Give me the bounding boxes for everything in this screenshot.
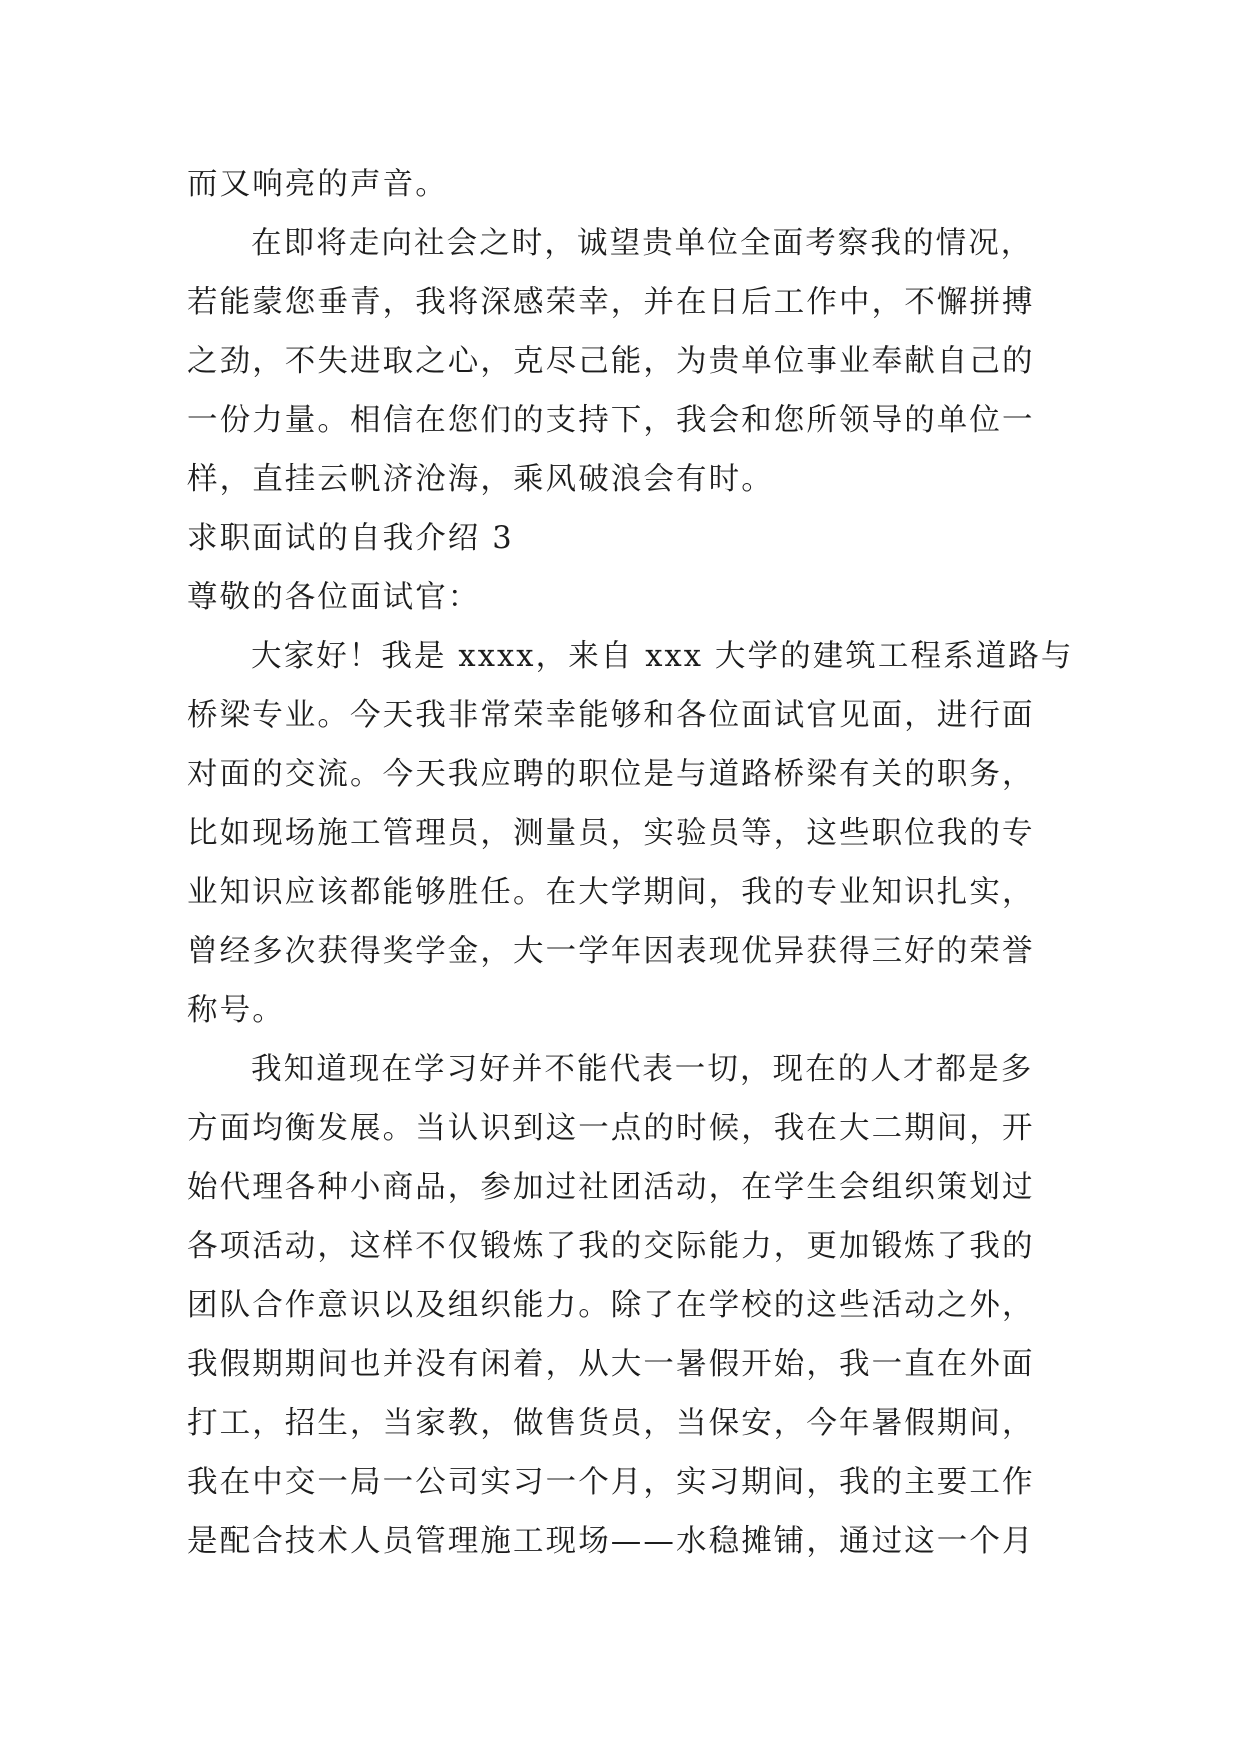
text-line: 我知道现在学习好并不能代表一切，现在的人才都是多 bbox=[251, 1052, 1034, 1087]
text-line: 若能蒙您垂青，我将深感荣幸，并在日后工作中，不懈拼搏 bbox=[187, 285, 1035, 320]
text-line: 我假期期间也并没有闲着，从大一暑假开始，我一直在外面 bbox=[187, 1347, 1035, 1382]
document-body bbox=[187, 155, 1074, 1571]
text-line: 曾经多次获得奖学金，大一学年因表现优异获得三好的荣誉 bbox=[187, 934, 1035, 969]
text-line: 方面均衡发展。当认识到这一点的时候，我在大二期间，开 bbox=[187, 1111, 1035, 1146]
text-line: 团队合作意识以及组织能力。除了在学校的这些活动之外， bbox=[187, 1288, 1035, 1323]
text-line: 对面的交流。今天我应聘的职位是与道路桥梁有关的职务， bbox=[187, 757, 1035, 792]
text-line: 比如现场施工管理员，测量员，实验员等，这些职位我的专 bbox=[187, 816, 1035, 851]
text-line: 求职面试的自我介绍 3 bbox=[187, 521, 514, 556]
text-line: 而又响亮的声音。 bbox=[187, 167, 448, 202]
text-line: 始代理各种小商品，参加过社团活动，在学生会组织策划过 bbox=[187, 1170, 1035, 1205]
text-line: 样，直挂云帆济沧海，乘风破浪会有时。 bbox=[187, 462, 774, 497]
text-line: 桥梁专业。今天我非常荣幸能够和各位面试官见面，进行面 bbox=[187, 698, 1035, 733]
text-line: 各项活动，这样不仅锻炼了我的交际能力，更加锻炼了我的 bbox=[187, 1229, 1035, 1264]
text-line: 是配合技术人员管理施工现场——水稳摊铺，通过这一个月 bbox=[187, 1524, 1035, 1559]
text-line: 我在中交一局一公司实习一个月，实习期间，我的主要工作 bbox=[187, 1465, 1035, 1500]
text-line: 一份力量。相信在您们的支持下，我会和您所领导的单位一 bbox=[187, 403, 1035, 438]
text-line: 业知识应该都能够胜任。在大学期间，我的专业知识扎实， bbox=[187, 875, 1035, 910]
text-line: 大家好！我是 xxxx，来自 xxx 大学的建筑工程系道路与 bbox=[251, 639, 1074, 674]
text-line: 之劲，不失进取之心，克尽己能，为贵单位事业奉献自己的 bbox=[187, 344, 1035, 379]
text-line: 在即将走向社会之时，诚望贵单位全面考察我的情况， bbox=[251, 226, 1034, 261]
text-line: 称号。 bbox=[187, 993, 285, 1028]
text-line: 打工，招生，当家教，做售货员，当保安，今年暑假期间， bbox=[187, 1406, 1035, 1441]
text-line: 尊敬的各位面试官： bbox=[187, 580, 481, 615]
